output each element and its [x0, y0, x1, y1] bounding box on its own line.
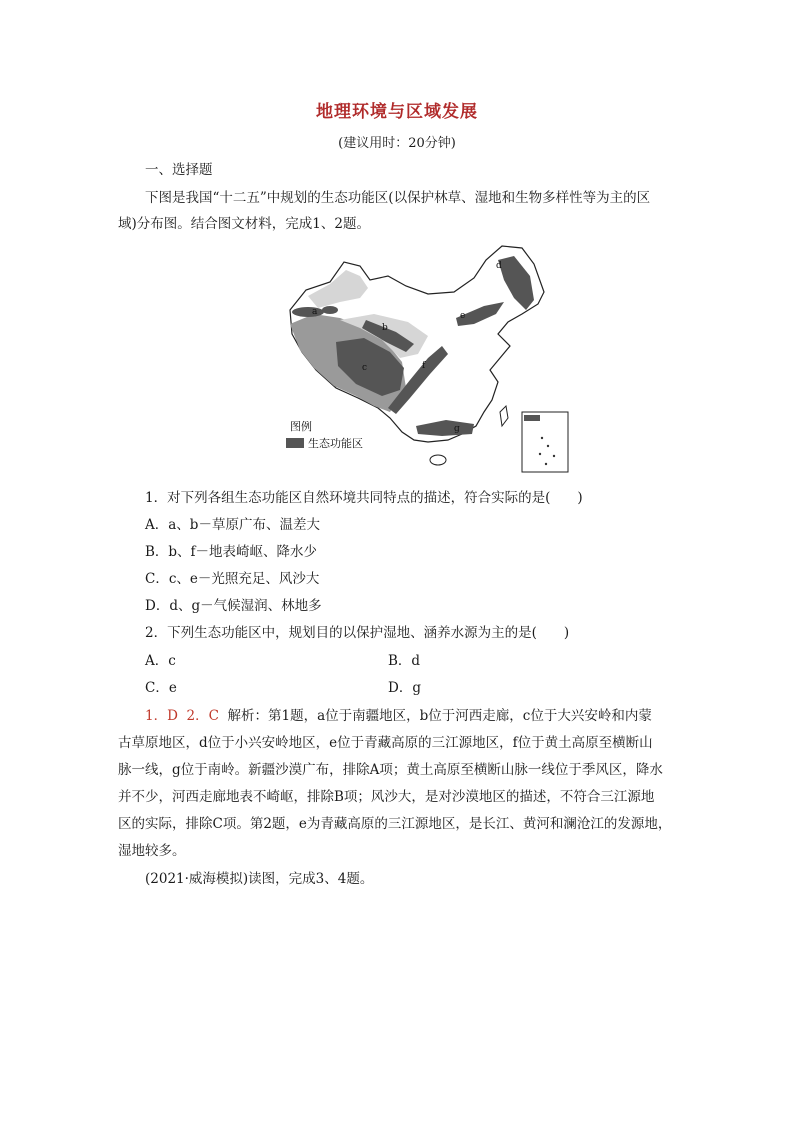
label-d: d: [496, 261, 502, 271]
intro-text-line-1: 下图是我国“十二五”中规划的生态功能区(以保护林草、湿地和生物多样性等为主的区: [145, 190, 651, 206]
zone-a2: [322, 306, 338, 314]
intro-text-line-2: 域)分布图。结合图文材料，完成1、2题。: [118, 216, 370, 232]
legend-swatch: [286, 438, 304, 448]
question-2-stem: 2．下列生态功能区中，规划目的以保护湿地、涵养水源为主的是( ): [145, 625, 570, 641]
answer-1: 1．D: [145, 708, 178, 724]
next-question-intro: (2021·威海模拟)读图，完成3、4题。: [145, 871, 374, 887]
label-f: f: [422, 361, 426, 371]
zone-a: [292, 307, 324, 317]
answer-line-1: [145, 706, 652, 726]
analysis-text-2: 古草原地区，d位于小兴安岭地区，e位于青藏高原的三江源地区，f位于黄土高原至横断山: [118, 735, 653, 751]
legend-title: 图例: [290, 420, 312, 433]
ecological-zone-map: [278, 242, 578, 474]
answer-2: 2．C: [186, 708, 219, 724]
q1-option-d: D．d、g－气候湿润、林地多: [145, 598, 322, 614]
analysis-text-6: 湿地较多。: [118, 843, 186, 859]
q2-option-c: C．e: [145, 680, 177, 696]
label-a: a: [312, 307, 318, 317]
q2-option-a: A．c: [145, 653, 176, 669]
label-c: c: [362, 363, 368, 373]
q1-option-a: A．a、b－草原广布、温差大: [145, 517, 320, 533]
taiwan-island: [500, 406, 508, 426]
section-heading: 一、选择题: [145, 162, 213, 178]
label-g: g: [454, 424, 460, 434]
q1-option-b: B．b、f－地表崎岖、降水少: [145, 544, 318, 560]
q2-option-b: B．d: [388, 653, 421, 669]
label-e: e: [460, 311, 466, 321]
time-hint: (建议用时：20分钟): [338, 136, 456, 151]
q2-option-d: D．g: [388, 680, 421, 696]
analysis-text-5: 区的实际，排除C项。第2题，e为青藏高原的三江源地区，是长江、黄河和澜沧江的发源地，: [118, 816, 672, 832]
analysis-text-1: 解析：第1题，a位于南疆地区，b位于河西走廊，c位于大兴安岭和内蒙: [227, 708, 652, 724]
q1-option-c: C．c、e－光照充足、风沙大: [145, 571, 320, 587]
question-1-stem: 1．对下列各组生态功能区自然环境共同特点的描述，符合实际的是( ): [145, 490, 583, 506]
analysis-text-3: 脉一线，g位于南岭。新疆沙漠广布，排除A项；黄土高原至横断山脉一线位于季风区，降水: [118, 762, 663, 778]
legend-item: 生态功能区: [308, 437, 363, 450]
label-b: b: [382, 323, 388, 333]
hainan-island: [430, 455, 446, 465]
analysis-text-4: 并不少，河西走廊地表不崎岖，排除B项；风沙大，是对沙漠地区的描述，不符合三江源地: [118, 789, 655, 805]
page-title: 地理环境与区域发展: [316, 102, 478, 122]
china-map-svg: [278, 242, 578, 474]
